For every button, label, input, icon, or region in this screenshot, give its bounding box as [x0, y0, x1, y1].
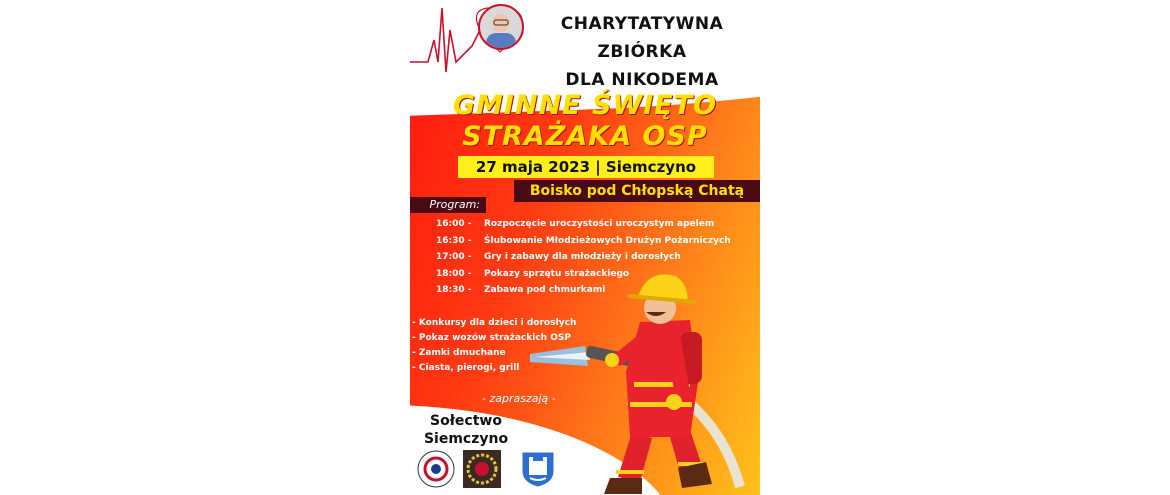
header-title-line2: DLA NIKODEMA [565, 70, 719, 90]
date-place-banner: 27 maja 2023 | Siemczyno [458, 156, 714, 178]
program-time: 18:30 - [436, 285, 472, 295]
event-title [410, 90, 760, 152]
attraction-item: - Konkursy dla dzieci i dorosłych [412, 318, 577, 328]
program-text: Gry i zabawy dla młodzieży i dorosłych [484, 252, 681, 262]
poster [410, 0, 760, 495]
osp-emblem-icon [416, 449, 456, 489]
program-text: Zabawa pod chmurkami [484, 285, 606, 295]
program-label: Program: [410, 197, 486, 213]
header-title-line1: CHARYTATYWNA ZBIÓRKA [560, 14, 724, 62]
organizer-line2: Siemczyno [423, 431, 509, 447]
program-item [436, 233, 760, 250]
program-text: Ślubowanie Młodzieżowych Drużyn Pożarniczych [484, 235, 731, 246]
firefighter-illustration [530, 262, 760, 495]
program-time: 17:00 - [436, 252, 472, 262]
program-time: 18:00 - [436, 268, 472, 279]
organizer [416, 412, 516, 448]
attraction-item: - Pokaz wozów strażackich OSP [412, 333, 571, 343]
header-title [522, 10, 760, 94]
attraction-item: - Ciasta, pierogi, grill [412, 363, 520, 373]
program-text: Pokazy sprzętu strażackiego [484, 268, 630, 279]
program-time: 16:00 - [436, 219, 472, 229]
program-time: 16:30 - [436, 235, 472, 246]
organizer-line1: Sołectwo [430, 413, 502, 429]
wreath-emblem-icon [462, 449, 502, 489]
heart-photo-icon [478, 4, 524, 50]
program-text: Rozpoczęcie uroczystości uroczystym apelem [484, 219, 715, 229]
attraction-item: - Zamki dmuchane [412, 348, 506, 358]
invite-text: - zapraszają - [482, 392, 556, 405]
event-title-line1: GMINNE ŚWIĘTO [452, 90, 718, 121]
event-title-line2: STRAŻAKA OSP [462, 121, 708, 152]
venue-banner: Boisko pod Chłopską Chatą [514, 180, 760, 202]
program-item [436, 216, 760, 233]
